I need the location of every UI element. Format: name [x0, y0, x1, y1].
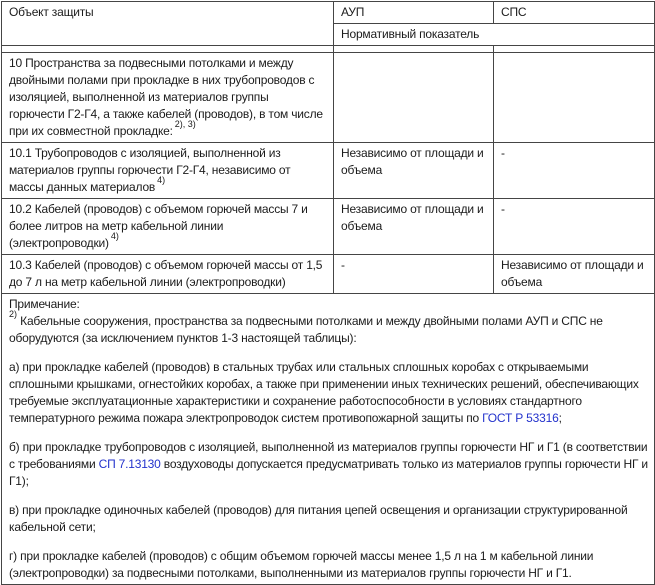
table-row-10-2 — [2, 199, 655, 255]
footnote-marker-4: 4) — [110, 231, 119, 241]
cell-object-10-3 — [2, 255, 334, 294]
cell-aup-10-2: Независимо от площади и объема — [334, 199, 494, 255]
col-header-sps: СПС — [494, 2, 655, 24]
row-10-1-text: 10.1 Трубопроводов с изоляцией, выполненной из материалов группы горючести Г2-Г4, независимо от массы данных материалов — [9, 146, 291, 194]
note-a-text: а) при прокладке кабелей (проводов) в стальных трубах или стальных сплошных коробах с открываемыми сплошными крышками, огнестойких коробах, а также при применении иных технических решений, обеспечивающих требуемые эксплуатационные характеристики и сохранение работоспособности в условиях стандартного температурного режима пожара электропроводок систем противопожарной защиты по — [9, 360, 639, 425]
cell-sps-10 — [494, 53, 655, 143]
table-row-10-3 — [2, 255, 655, 294]
cell-object-10-2 — [2, 199, 334, 255]
row-10-2-text: 10.2 Кабелей (проводов) с объемом горючей массы 7 и более литров на метр кабельной линии (электропроводки) — [9, 202, 308, 250]
note-g-text: г) при прокладке кабелей (проводов) с общим объемом горючей массы менее 1,5 л на 1 м кабельной линии (электропроводки) за подвесными потолками, выполненными из материалов группы горючести НГ и Г1. — [9, 549, 594, 580]
cell-sps-10-2: - — [494, 199, 655, 255]
header-row — [2, 2, 655, 24]
note-v-text: в) при прокладке одиночных кабелей (проводов) для питания цепей освещения и организации структурированной кабельной сети; — [9, 503, 628, 534]
row-10-text: 10 Пространства за подвесными потолками и между двойными полами при прокладке в них трубопроводов с изоляцией, выполненной из материалов группы горючести Г2-Г4, а также кабелей (проводов), в том числе при их совместной прокладке: — [9, 56, 323, 138]
note-item-v — [9, 502, 648, 536]
note-item-b — [9, 439, 648, 490]
notes-title: Примечание: — [9, 297, 80, 311]
col-header-aup: АУП — [334, 2, 494, 24]
note-2 — [9, 309, 648, 347]
cell-aup-10 — [334, 53, 494, 143]
header-body-divider — [2, 46, 655, 53]
gost-r-53316-link[interactable]: ГОСТ Р 53316 — [482, 411, 559, 425]
note-a-tail: ; — [558, 411, 562, 425]
fire-protection-requirements-table — [1, 1, 655, 585]
col-subheader-normative: Нормативный показатель — [334, 24, 655, 46]
cell-aup-10-1: Независимо от площади и объема — [334, 143, 494, 199]
footnote-marker-2-3: 2), 3) — [174, 119, 196, 129]
notes-row — [2, 294, 655, 585]
note-item-a — [9, 359, 648, 427]
note-2-text: Кабельные сооружения, пространства за подвесными потолками и между двойными полами АУП и СПС не оборудуются (за исключением пунктов 1-3 настоящей таблицы): — [9, 314, 603, 345]
table-row-10 — [2, 53, 655, 143]
note-b-text: б) при прокладке трубопроводов с изоляцией, выполненной из материалов группы горючести НГ и Г1 (в соответствии с требованиями — [9, 440, 648, 471]
notes-cell — [2, 294, 655, 585]
col-header-object: Объект защиты — [2, 2, 334, 46]
note-item-g — [9, 548, 648, 582]
cell-sps-10-3: Независимо от площади и объема — [494, 255, 655, 294]
cell-object-10-1 — [2, 143, 334, 199]
cell-sps-10-1: - — [494, 143, 655, 199]
cell-object-10 — [2, 53, 334, 143]
sp-7-13130-link[interactable]: СП 7.13130 — [98, 457, 161, 471]
cell-aup-10-3: - — [334, 255, 494, 294]
note-2-marker: 2) — [9, 309, 18, 319]
row-10-3-text: 10.3 Кабелей (проводов) с объемом горючей массы от 1,5 до 7 л на метр кабельной линии (электропроводки) — [9, 258, 323, 289]
note-b-tail: воздуховоды допускается предусматривать только из материалов группы горючести НГ и Г1); — [9, 457, 648, 488]
table-row-10-1 — [2, 143, 655, 199]
footnote-marker-4: 4) — [157, 175, 166, 185]
